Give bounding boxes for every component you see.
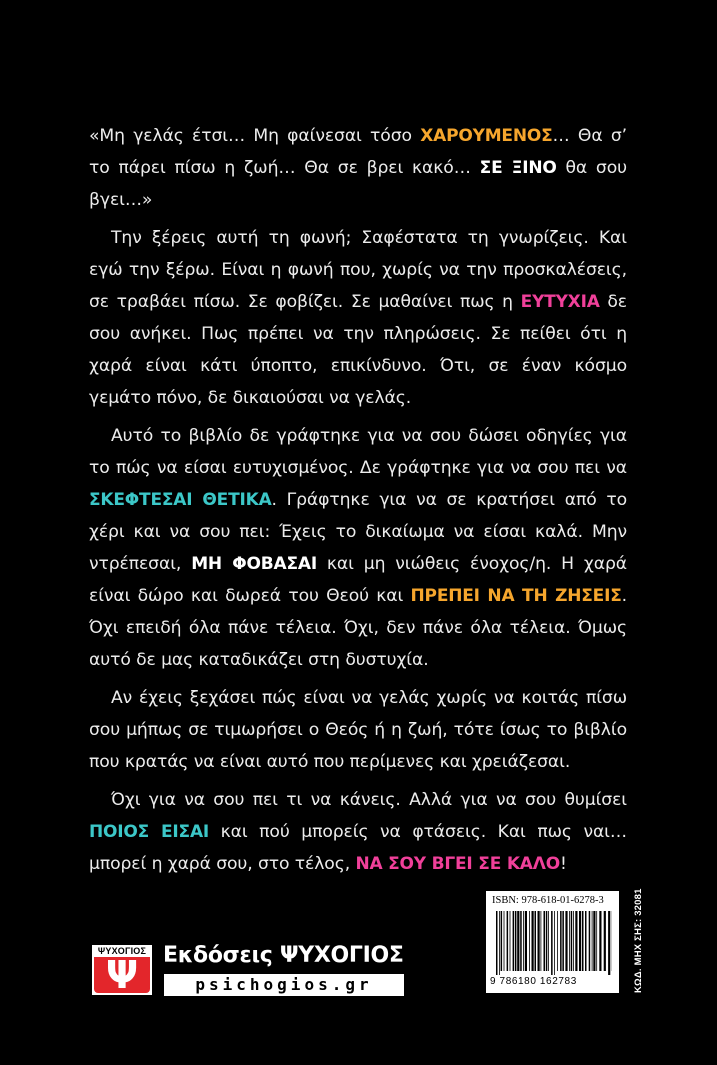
highlight-phrase: ΧΑΡΟΥΜΕΝΟΣ [420,126,553,146]
text-run: και μη νιώθεις ένοχος/η. Η χαρά είναι δώρο και δωρεά του Θεού και [89,554,627,606]
barcode-bar [604,911,606,971]
barcode-bar [544,911,546,971]
publisher-name: Εκδόσεις ΨΥΧΟΓΙΟΣ [163,943,404,968]
barcode-bar [510,911,511,971]
barcode-bar [499,911,500,975]
barcode-bar [592,911,593,971]
barcode-bar [579,911,581,971]
text-run: και πού μπορείς να φτάσεις. Και πως ναι… μπορεί η χαρά σου, στο τέλος, [89,822,627,874]
isbn-text: ISBN: 978-618-01-6278-3 [492,895,604,906]
text-run: Την ξέρεις αυτή τη φωνή; Σαφέστατα τη γνωρίζεις. Και εγώ την ξέρω. Είναι η φωνή που, χωρίς να την προσκαλέσεις, σε τραβάει πίσω. Σε φοβίζει. Σε μαθαίνει πως η [89,228,627,312]
barcode-bar [569,911,570,971]
barcode-bar [504,911,505,971]
logo-badge [94,953,150,997]
paragraph [89,420,627,676]
highlight-phrase: ΣΕ ΞΙΝΟ [479,158,557,178]
barcode-bar [585,911,587,971]
barcode-bar [507,911,509,971]
text-run: … Θα σ’ το πάρει πίσω η ζωή… Θα σε βρει κακό… [89,126,627,178]
highlight-phrase: ΜΗ ΦΟΒΑΣΑΙ [191,554,317,574]
barcode-bar [523,911,524,971]
text-run: δε σου ανήκει. Πως πρέπει να την πληρώσεις. Σε πείθει ότι η χαρά είναι κάτι ύποπτο, επικίνδυνο. Ότι, σε έναν κόσμο γεμάτο πόνο, δε δικαιούσαι να γελάς. [89,292,627,408]
barcode-bar [596,911,597,971]
barcode-bar [532,911,534,971]
publisher-logo [92,945,152,995]
barcode-bar [520,911,522,971]
barcode-bar [551,911,553,975]
barcode-bar [589,911,591,971]
barcode-bar [548,911,549,971]
product-code: ΚΩΔ. ΜΗΧ ΣΗΣ: 32081 [633,888,644,993]
barcode-bar [517,911,519,971]
barcode-bar [538,911,540,971]
text-run: θα σου βγει…» [89,158,627,210]
barcode-bar [515,911,517,971]
barcode-number: 9 786180 162783 [490,976,577,987]
text-run: . Γράφτηκε για να σε κρατήσει από το χέρι και να σου πει: Έχεις το δικαίωμα να είσαι καλά. Μην ντρέπεσαι, [89,490,627,574]
barcode-bar [560,911,562,971]
logo-wordmark: ΨΥΧΟΓΙΟΣ [92,945,152,957]
barcode-bar [573,911,574,971]
highlight-phrase: ΠΡΕΠΕΙ ΝΑ ΤΗ ΖΗΣΕΙΣ [410,586,622,606]
barcode-bar [571,911,573,971]
barcode-bar [535,911,537,971]
text-run: Αν έχεις ξεχάσει πώς είναι να γελάς χωρίς να κοιτάς πίσω σου μήπως σε τιμωρήσει ο Θεός ή η ζωή, τότε ίσως το βιβλίο που κρατάς να είναι αυτό που περίμενες και χρειάζεσαι. [89,688,627,772]
barcode-bar [565,911,567,971]
barcode-panel [486,891,619,993]
barcode-bar [599,911,601,971]
barcode-bar [582,911,584,971]
paragraph [89,120,627,216]
barcode-bar [541,911,542,971]
barcode-icon [496,911,612,975]
barcode-bar [525,911,527,971]
barcode-bar [554,911,555,975]
barcode-bar [575,911,577,971]
barcode-bar [546,911,548,971]
barcode-bar [501,911,503,971]
paragraph [89,222,627,414]
barcode-bar [513,911,515,971]
paragraph [89,682,627,778]
highlight-phrase: ΠΟΙΟΣ ΕΙΣΑΙ [89,822,210,842]
barcode-bar [608,911,610,975]
psi-icon: Ψ [105,953,139,997]
text-run: Όχι για να σου πει τι να κάνεις. Αλλά για να σου θυμίσει [111,790,627,810]
barcode-bar [562,911,564,971]
highlight-phrase: ΕΥΤΥΧΙΑ [520,292,600,312]
blurb-text [89,120,627,886]
text-run: Αυτό το βιβλίο δε γράφτηκε για να σου δώσει οδηγίες για το πώς να είσαι ευτυχισμένος. Δε γράφτηκε για να σου πει να [89,426,627,478]
barcode-bar [557,911,558,971]
highlight-phrase: ΣΚΕΦΤΕΣΑΙ ΘΕΤΙΚΑ [89,490,272,510]
text-run: «Μη γελάς έτσι… Μη φαίνεσαι τόσο [89,126,421,146]
text-run: ! [559,854,567,874]
barcode-bar [496,911,498,975]
barcode-bar [593,911,595,971]
paragraph [89,784,627,880]
publisher-url: psichogios.gr [164,974,404,996]
highlight-phrase: ΝΑ ΣΟΥ ΒΓΕΙ ΣΕ ΚΑΛΟ [355,854,560,874]
text-run: . Όχι επειδή όλα πάνε τέλεια. Όχι, δεν πάνε όλα τέλεια. Όμως αυτό δε μας καταδικάζει στη δυστυχία. [89,586,627,670]
barcode-bar [529,911,530,971]
